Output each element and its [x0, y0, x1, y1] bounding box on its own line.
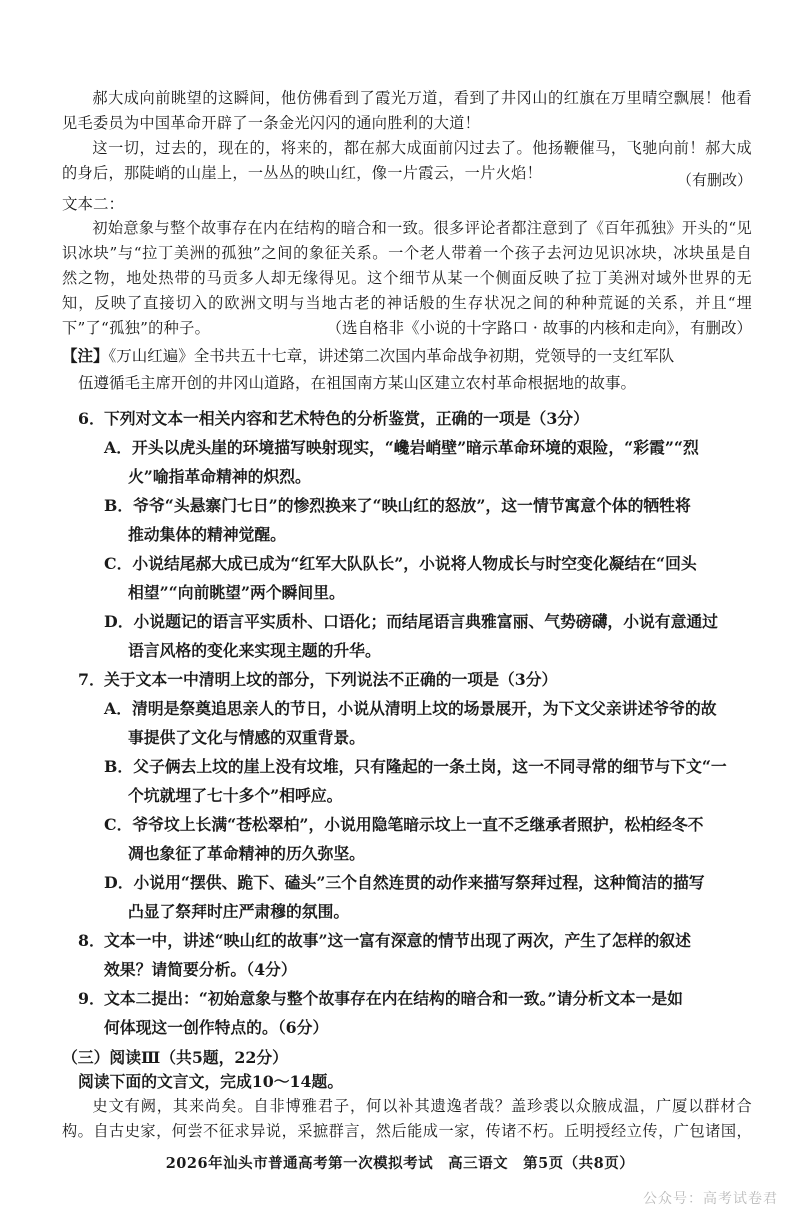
annotation-note — [62, 342, 762, 397]
edited-note: （有删改） — [676, 171, 752, 189]
section-3-instruction: 阅读下面的文言文，完成10～14题。 — [78, 1072, 344, 1091]
note-line-1: 《万山红遍》全书共五十七章，讲述第二次国内革命战争初期，党领导的一支红军队 — [108, 347, 675, 365]
text1-paragraph-2: 这一切，过去的，现在的，将来的，都在郝大成面前闪过去了。他扬鞭催马，飞驰向前！郝大成的身后，那陡峭的山崖上，一丛丛的映山红，像一片霞云，一片火焰！ — [62, 139, 752, 182]
classical-passage: 史文有阙，其来尚矣。自非博雅君子，何以补其遗逸者哉？盖珍裘以众腋成温，广厦以群材合构。自古史家，何尝不征求异说，采摭群言，然后能成一家，传诸不朽。丘明授经立传，广包诸国， — [62, 1097, 752, 1140]
text2-label: 文本二： — [62, 195, 125, 213]
question-6-option-d: D．小说题记的语言平实质朴、口语化；而结尾语言典雅富丽、气势磅礴，小说有意通过 语言风格的变化来实现主题的升华。 — [104, 612, 718, 660]
question-6-option-c: C．小说结尾郝大成已成为“红军大队队长”，小说将人物成长与时空变化凝结在“回头 相望”“向前眺望”两个瞬间里。 — [104, 554, 697, 602]
question-6-option-b: B．爷爷“头悬寨门七日”的惨烈换来了“映山红的怒放”，这一情节寓意个体的牺牲将 推动集体的精神觉醒。 — [104, 496, 691, 544]
text2-paragraph: 初始意象与整个故事存在内在结构的暗合和一致。很多评论者都注意到了《百年孤独》开头的“见识冰块”与“拉丁美洲的孤独”之间的象征关系。一个老人带着一个孩子去河边见识冰块，冰块虽是自然之物，地处热带的马贡多人却无缘得见。这个细节从某一个侧面反映了拉丁美洲对域外世界的无知，反映了直接切入的欧洲文明与当地古老的神话般的生存状况之间的种种荒诞的关系，并且“埋下”了“孤独”的种子。 — [62, 219, 752, 337]
question-8-number: 8． — [78, 931, 105, 950]
section-3-title: （三）阅读Ⅲ（共5题，22分） — [62, 1048, 288, 1067]
question-8: 8．文本一中，讲述“映山红的故事”这一富有深意的情节出现了两次，产生了怎样的叙述 效果？请简要分析。（4分） — [78, 926, 746, 984]
question-6-option-a: A．开头以虎头崖的环境描写映射现实，“巉岩峭壁”暗示革命环境的艰险，“彩霞”“烈 火”喻指革命精神的炽烈。 — [104, 438, 699, 486]
question-7-option-a: A．清明是祭奠追思亲人的节日，小说从清明上坟的场景展开，为下文父亲讲述爷爷的故 事提供了文化与情感的双重背景。 — [104, 699, 717, 747]
question-6-number: 6． — [78, 409, 105, 428]
question-9: 9．文本二提出：“初始意象与整个故事存在内在结构的暗合和一致。”请分析文本一是如 何体现这一创作特点的。（6分） — [78, 984, 746, 1042]
note-line-2: 伍遵循毛主席开创的井冈山道路，在祖国南方某山区建立农村革命根据地的故事。 — [78, 374, 637, 392]
page-footer: 2026年汕头市普通高考第一次模拟考试 高三语文 第5页（共8页） — [165, 1155, 635, 1172]
note-tag: 【注】 — [62, 346, 109, 365]
text1-paragraph-1: 郝大成向前眺望的这瞬间，他仿佛看到了霞光万道，看到了井冈山的红旗在万里晴空飘展！他看见毛委员为中国革命开辟了一条金光闪闪的通向胜利的大道！ — [62, 89, 752, 132]
text2-source: （选自格非《小说的十字路口 · 故事的内核和走向》，有删改） — [326, 319, 752, 337]
question-7-option-d: D．小说用“摆供、跪下、磕头”三个自然连贯的动作来描写祭拜过程，这种简洁的描写 凸显了祭拜时庄严肃穆的氛围。 — [104, 873, 705, 921]
question-7-option-c: C．爷爷坟上长满“苍松翠柏”，小说用隐笔暗示坟上一直不乏继承者照护，松柏经冬不 凋也象征了革命精神的历久弥坚。 — [104, 815, 704, 863]
watermark: 公众号：高考试卷君 — [643, 1191, 778, 1207]
question-7-option-b: B．父子俩去上坟的崖上没有坟堆，只有隆起的一条土岗，这一不同寻常的细节与下文“一 个坑就埋了七十多个”相呼应。 — [104, 757, 727, 805]
question-7-stem: 7．关于文本一中清明上坟的部分，下列说法不正确的一项是（3分） — [78, 665, 746, 694]
question-9-number: 9． — [78, 989, 105, 1008]
question-7-number: 7． — [78, 670, 105, 689]
question-6-stem: 6．下列对文本一相关内容和艺术特色的分析鉴赏，正确的一项是（3分） — [78, 404, 746, 433]
